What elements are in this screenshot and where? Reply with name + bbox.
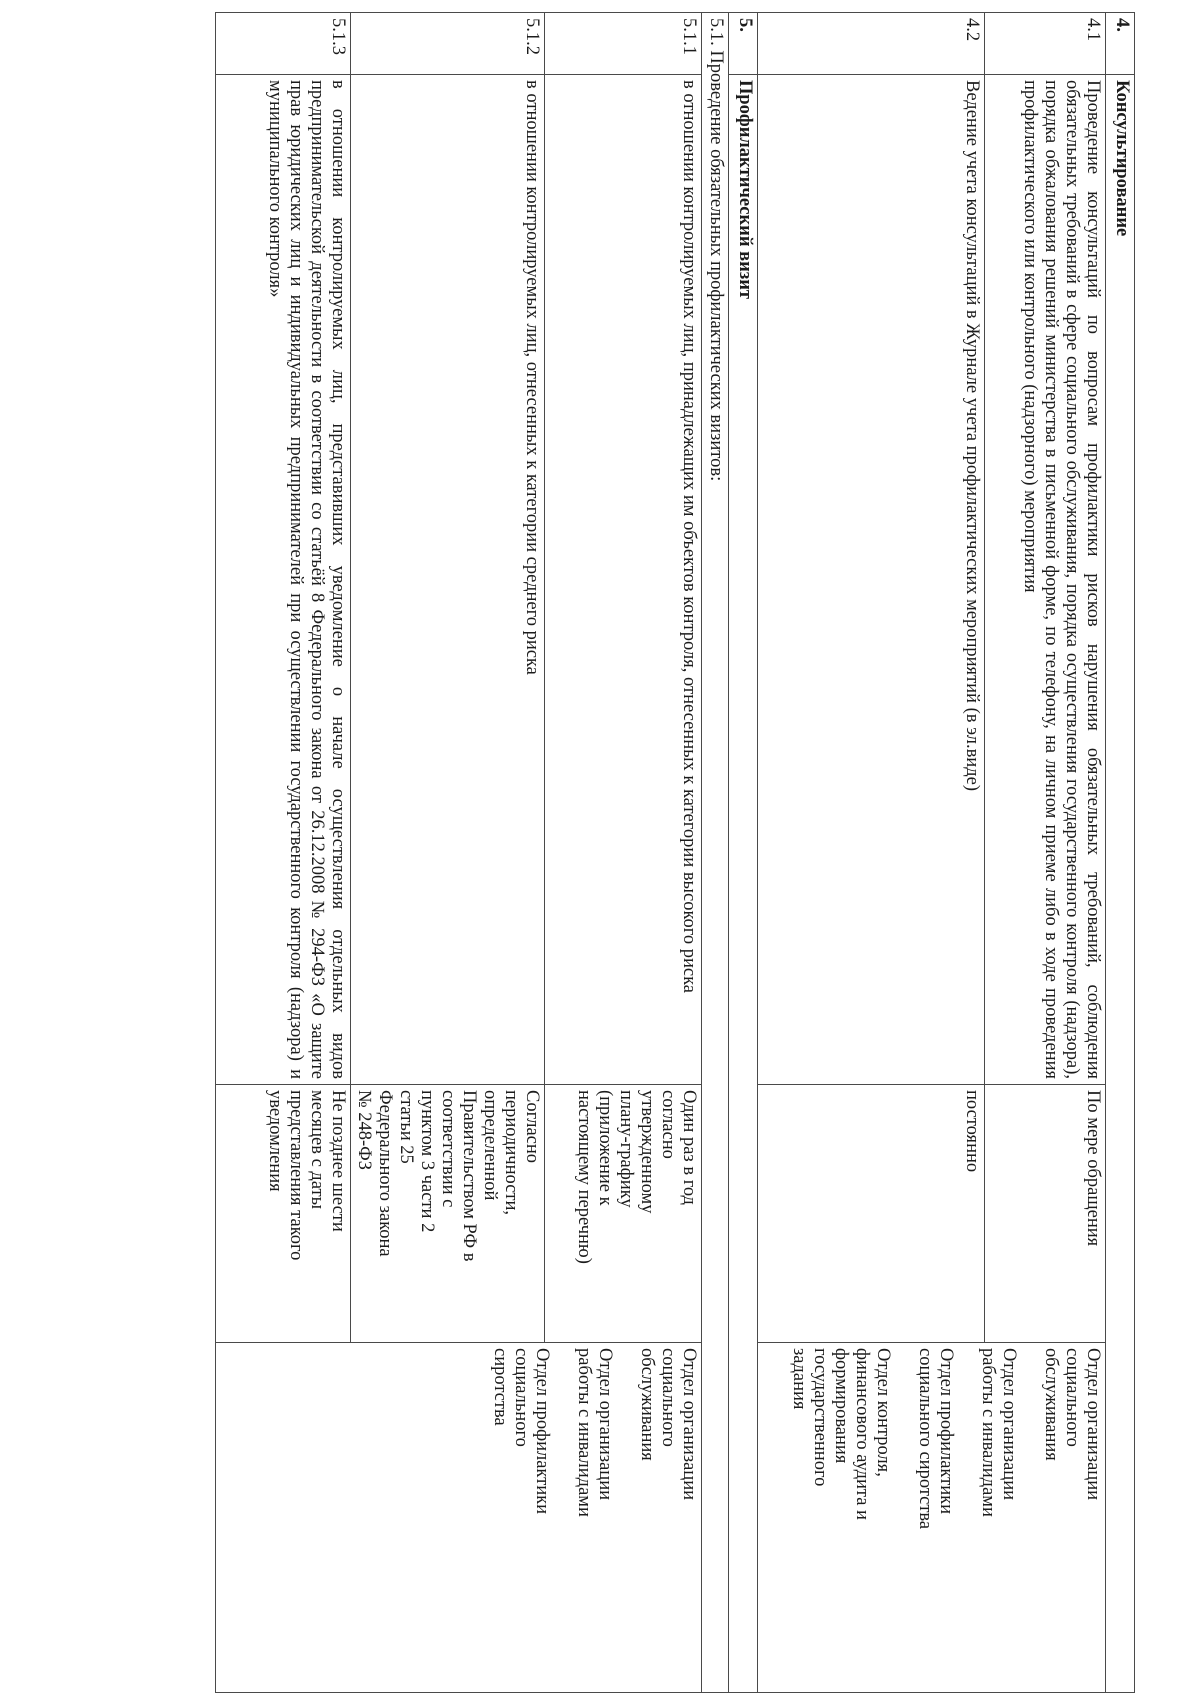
section-5-1-subtitle: 5.1. Проведение обязательных профилактических визитов: [702, 13, 729, 1693]
item-5-1-3-term: Не позднее шести месяцев с даты представления такого уведомления [216, 1085, 351, 1343]
item-4-1-term: По мере обращения [985, 1085, 1106, 1343]
item-5-1-2-number: 5.1.2 [351, 13, 545, 75]
item-5-1-2-text: в отношении контролируемых лиц, отнесенных к категории среднего риска [351, 75, 545, 1085]
table-row [985, 13, 1106, 1693]
item-4-2-term: постоянно [758, 1085, 985, 1343]
item-4-2-number: 4.2 [758, 13, 985, 75]
item-5-1-1-text: в отношении контролируемых лиц, принадлежащих им объектов контроля, отнесенных к категории высокого риска [545, 75, 702, 1085]
item-5-1-1-number: 5.1.1 [545, 13, 702, 75]
rotated-table-page [75, 12, 1135, 1692]
item-4-1-text: Проведение консультаций по вопросам профилактики рисков нарушения обязательных требований, соблюдения обязательных требований в сфере социального обслуживания, порядка осуществления государственного контроля (надзора), порядка обжалования решений министерства в письменной форме, по телефону, на личном приеме либо в ходе проведения профилактического или контрольного (надзорного) мероприятия [985, 75, 1106, 1085]
section-5-header-row [729, 13, 758, 1693]
measures-table [215, 12, 1135, 1693]
section-4-number: 4. [1106, 13, 1135, 75]
table-row [545, 13, 702, 1693]
item-5-1-1-term: Один раз в год согласно утвержденному плану-графику (приложение к настоящему перечню) [545, 1085, 702, 1343]
item-5-responsible: Отдел организации социального обслуживания Отдел организации работы с инвалидами Отдел профилактики социального сиротства [216, 1343, 702, 1693]
section-4-header-row [1106, 13, 1135, 1693]
item-4-1-number: 4.1 [985, 13, 1106, 75]
item-5-1-3-number: 5.1.3 [216, 13, 351, 75]
section-4-title: Консультирование [1106, 75, 1135, 1693]
section-5-1-subheader-row [702, 13, 729, 1693]
section-5-title: Профилактический визит [729, 75, 758, 1693]
item-4-2-text: Ведение учета консультаций в Журнале учета профилактических мероприятий (в эл.виде) [758, 75, 985, 1085]
item-4-responsible: Отдел организации социального обслуживания Отдел организации работы с инвалидами Отдел профилактики социального сиротства Отдел контроля, финансового аудита и формирования государственного задания [758, 1343, 1106, 1693]
section-5-number: 5. [729, 13, 758, 75]
item-5-1-3-text: в отношении контролируемых лиц, представивших уведомление о начале осуществления отдельных видов предпринимательской деятельности в соответствии со статьёй 8 Федерального закона от 26.12.2008 № 294-ФЗ «О защите прав юридических лиц и индивидуальных предпринимателей при осуществлении государственного контроля (надзора) и муниципального контроля» [216, 75, 351, 1085]
item-5-1-2-term: Согласно периодичности, определенной Правительством РФ в соответствии с пунктом 3 части 2 статьи 25 Федерального закона № 248-ФЗ [351, 1085, 545, 1343]
